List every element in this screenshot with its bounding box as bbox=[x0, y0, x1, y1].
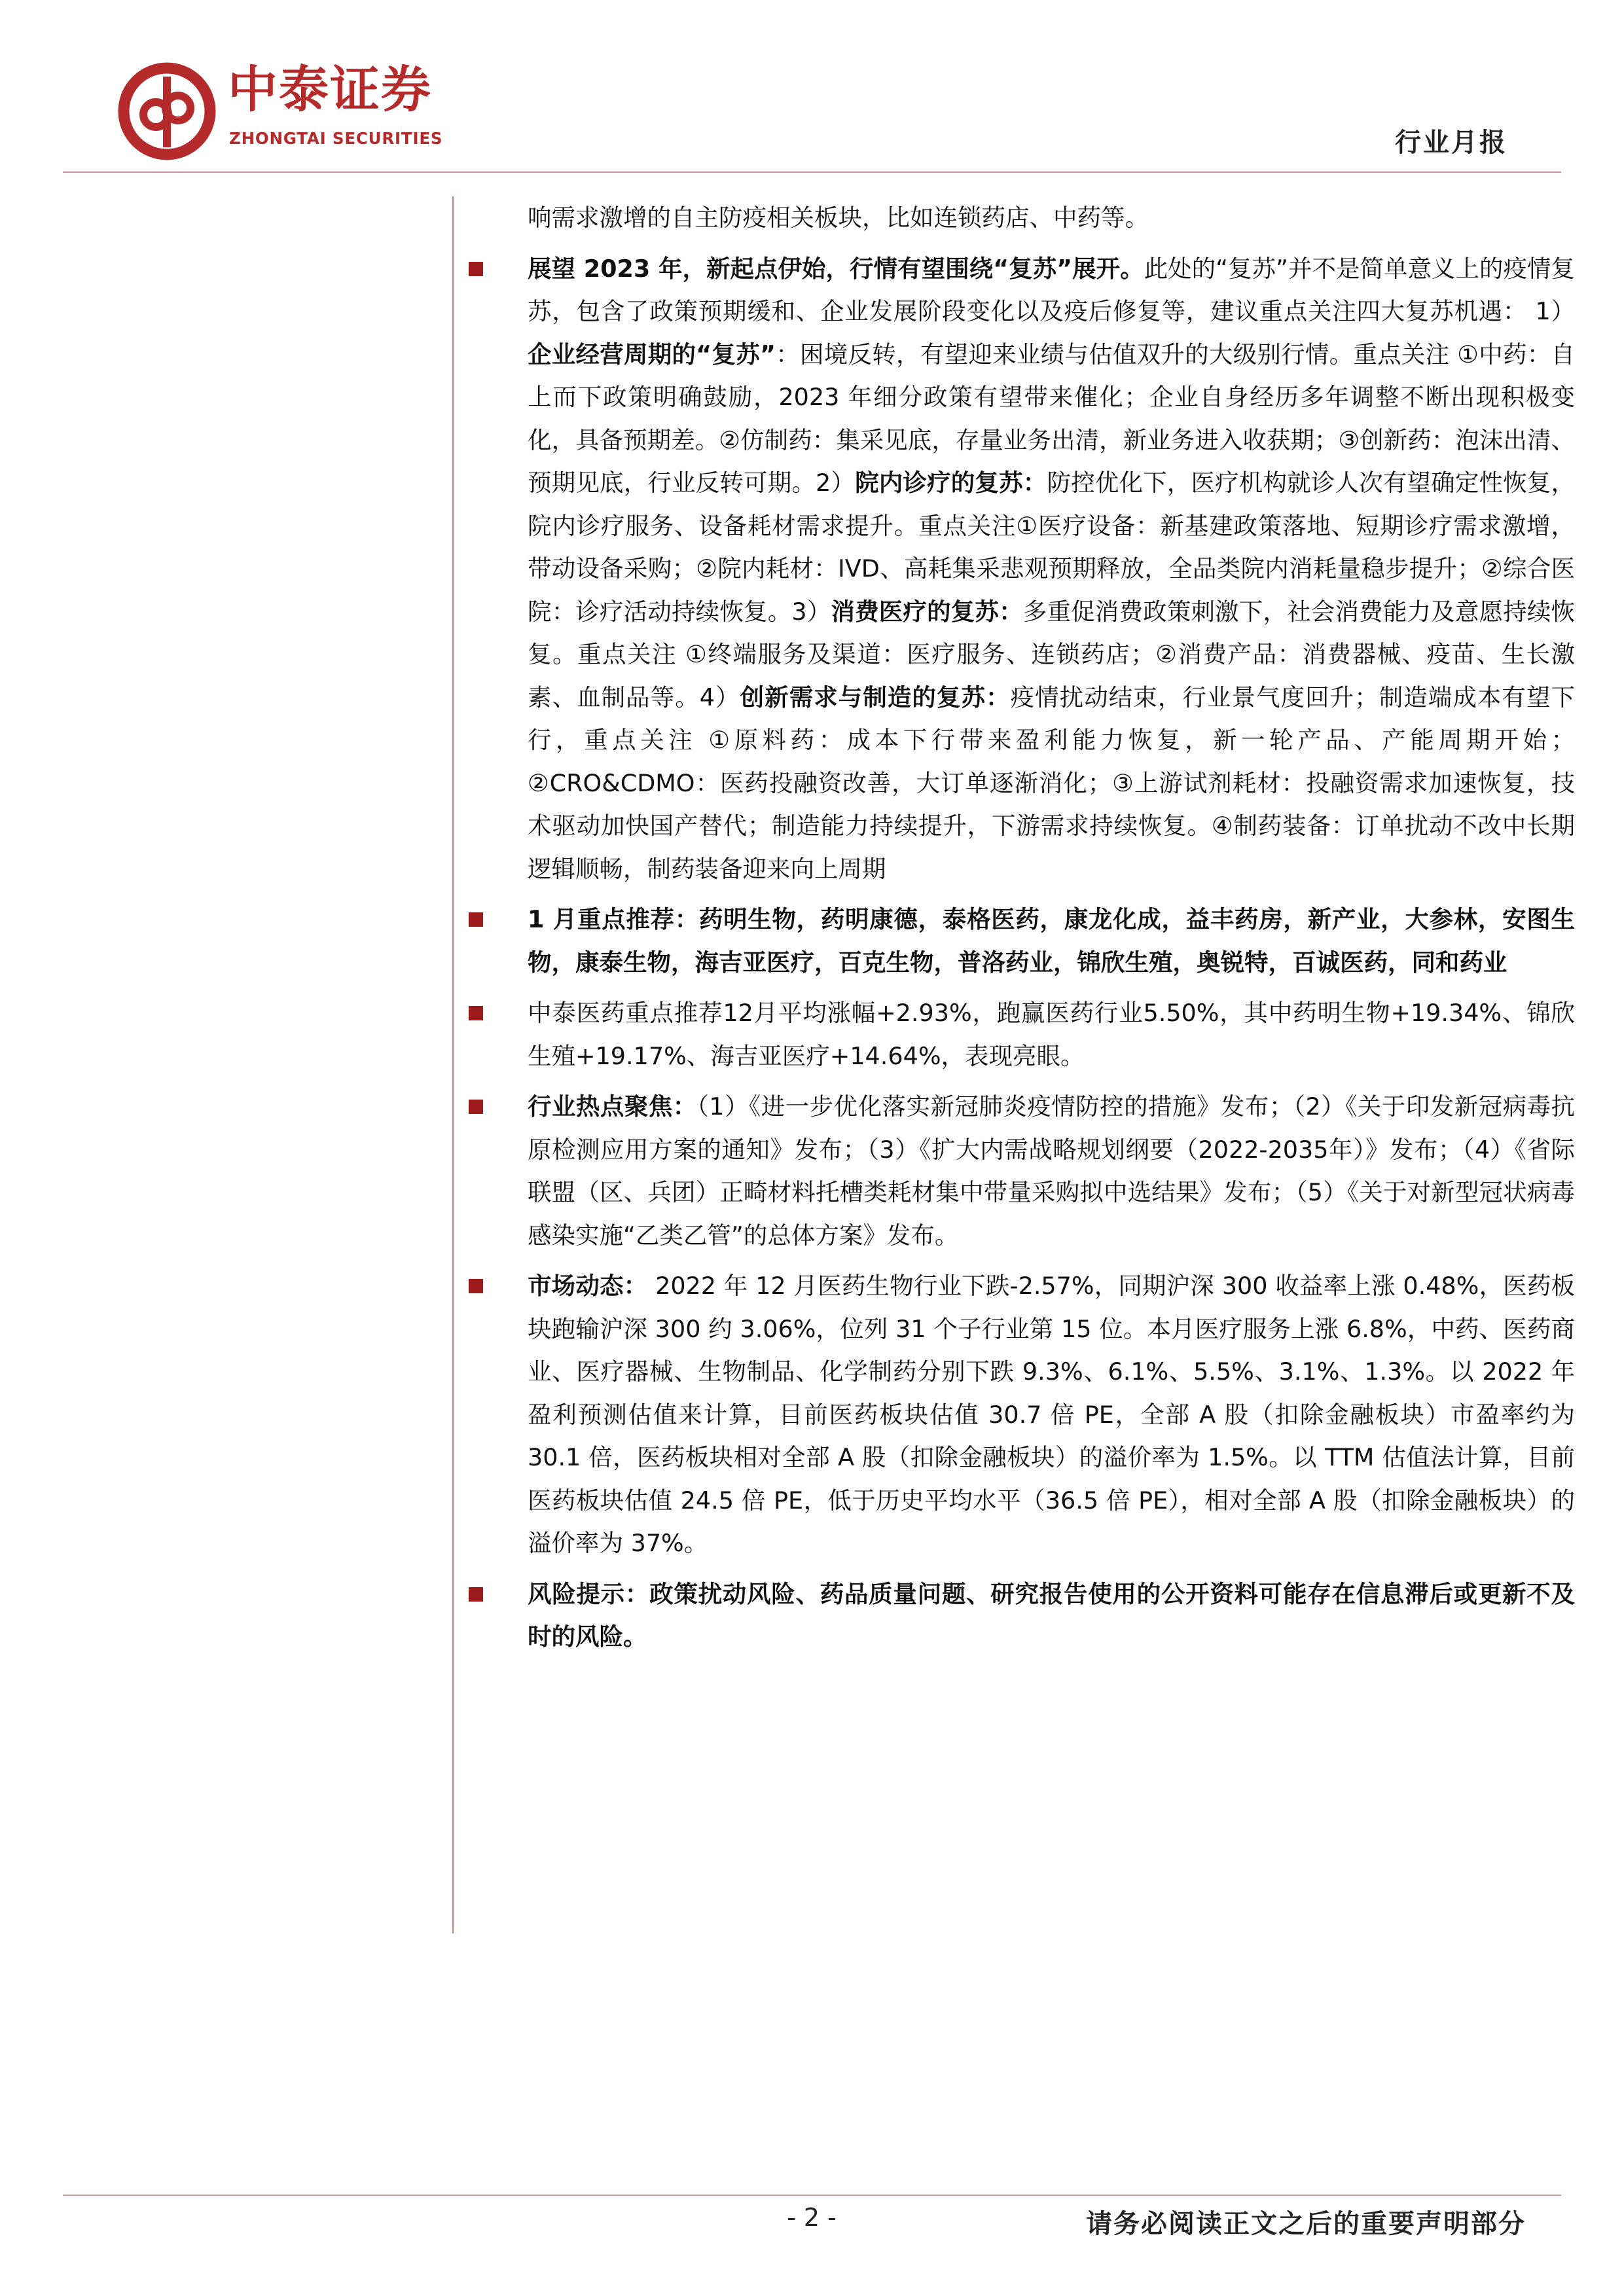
square-bullet-icon bbox=[469, 1006, 483, 1020]
outlook-text-2: ：困境反转，有望迎来业绩与估值双升的大级别行情。重点关注 ①中药：自上而下政策明确鼓励，2023 年细分政策有望带来催化；企业自身经历多年调整不断出现积极变化，具备预期差。②仿制药：集采见底，存量业务出清，新业务进入收获期；③创新药：泡沫出清、预期见底，行业反转可期。2） bbox=[528, 340, 1575, 497]
disclaimer-note: 请务必阅读正文之后的重要声明部分 bbox=[1086, 2209, 1526, 2239]
market-text: 2022 年 12 月医药生物行业下跌-2.57%，同期沪深 300 收益率上涨 0.48%，医药板块跑输沪深 300 约 3.06%，位列 31 个子行业第 15 位。本月医疗服务上涨 6.8%，中药、医药商业、医疗器械、生物制品、化学制药分别下跌 9.3%、6.1%、5.5%、3.1%、1.3%。以 2022 年盈利预测估值来计算，目前医药板块估值 30.7 倍 PE，全部 A 股（扣除金融板块）市盈率约为 30.1 倍，医药板块相对全部 A 股（扣除金融板块）的溢价率为 1.5%。以 TTM 估值法计算，目前医药板块估值 24.5 倍 PE，低于历史平均水平（36.5 倍 PE），相对全部 A 股（扣除金融板块）的溢价率为 37%。 bbox=[528, 1272, 1575, 1557]
recommendation-text: 1 月重点推荐：药明生物，药明康德，泰格医药，康龙化成，益丰药房，新产业，大参林，安图生物，康泰生物，海吉亚医疗，百克生物，普洛药业，锦欣生殖，奥锐特，百诚医药，同和药业 bbox=[528, 905, 1575, 977]
performance-paragraph bbox=[469, 992, 1575, 1077]
outlook-paragraph bbox=[469, 247, 1575, 891]
risk-text: 风险提示：政策扰动风险、药品质量问题、研究报告使用的公开资料可能存在信息滞后或更新不及时的风险。 bbox=[528, 1579, 1575, 1651]
zhongtai-logo-icon bbox=[118, 62, 216, 160]
square-bullet-icon bbox=[469, 1100, 483, 1114]
market-paragraph bbox=[469, 1265, 1575, 1565]
outlook-bold-4: 创新需求与制造的复苏： bbox=[740, 683, 1011, 711]
hotspots-paragraph bbox=[469, 1085, 1575, 1257]
outlook-text-4: 多重促消费政策刺激下，社会消费能力及意愿持续恢复。重点关注 ①终端服务及渠道：医疗服务、连锁药店；②消费产品：消费器械、疫苗、生长激素、血制品等。4） bbox=[528, 597, 1575, 711]
hotspots-text: （1）《进一步优化落实新冠肺炎疫情防控的措施》发布；（2）《关于印发新冠病毒抗原检测应用方案的通知》发布；（3）《扩大内需战略规划纲要（2022-2035年）》发布；（4）《省际联盟（区、兵团）正畸材料托槽类耗材集中带量采购拟中选结果》发布；（5）《关于对新型冠状病毒感染实施“乙类乙管”的总体方案》发布。 bbox=[528, 1092, 1575, 1249]
square-bullet-icon bbox=[469, 912, 483, 927]
summary-content bbox=[469, 196, 1575, 1666]
outlook-text-1: 此处的“复苏”并不是简单意义上的疫情复苏，包含了政策预期缓和、企业发展阶段变化以及疫后修复等，建议重点关注四大复苏机遇： 1） bbox=[528, 254, 1575, 325]
risk-paragraph bbox=[469, 1573, 1575, 1659]
outlook-bold-3: 消费医疗的复苏： bbox=[831, 597, 1023, 626]
footer-divider bbox=[63, 2195, 1561, 2196]
intro-continuation: 响需求激增的自主防疫相关板块，比如连锁药店、中药等。 bbox=[528, 204, 1149, 232]
recommendation-paragraph bbox=[469, 898, 1575, 984]
hotspots-label: 行业热点聚焦： bbox=[528, 1092, 697, 1121]
square-bullet-icon bbox=[469, 1279, 483, 1293]
square-bullet-icon bbox=[469, 262, 483, 276]
outlook-bold-2: 院内诊疗的复苏： bbox=[855, 469, 1047, 497]
company-logo bbox=[118, 62, 511, 167]
logo-english-name: ZHONGTAI SECURITIES bbox=[229, 129, 443, 148]
performance-text: 中泰医药重点推荐12月平均涨幅+2.93%，跑赢医药行业5.50%，其中药明生物+19.34%、锦欣生殖+19.17%、海吉亚医疗+14.64%，表现亮眼。 bbox=[528, 999, 1575, 1070]
page-number: - 2 - bbox=[787, 2203, 837, 2232]
logo-chinese-name: 中泰证券 bbox=[228, 60, 432, 118]
outlook-bold-1: 企业经营周期的“复苏” bbox=[528, 340, 776, 368]
header-divider bbox=[63, 171, 1561, 173]
sidebar-divider bbox=[452, 196, 454, 1933]
outlook-lead: 展望 2023 年，新起点伊始，行情有望围绕“复苏”展开。 bbox=[528, 254, 1144, 283]
market-label: 市场动态： bbox=[528, 1272, 648, 1300]
outlook-text-3: 防控优化下，医疗机构就诊人次有望确定性恢复，院内诊疗服务、设备耗材需求提升。重点关注①医疗设备：新基建政策落地、短期诊疗需求激增，带动设备采购；②院内耗材：IVD、高耗集采悲观预期释放，全品类院内消耗量稳步提升；②综合医院：诊疗活动持续恢复。3） bbox=[528, 469, 1576, 626]
outlook-text-5: 疫情扰动结束，行业景气度回升；制造端成本有望下行，重点关注 ①原料药：成本下行带来盈利能力恢复，新一轮产品、产能周期开始；②CRO&CDMO：医药投融资改善，大订单逐渐消化；③上游试剂耗材：投融资需求加速恢复，技术驱动加快国产替代；制造能力持续提升，下游需求持续恢复。④制药装备：订单扰动不改中长期逻辑顺畅，制药装备迎来向上周期 bbox=[528, 683, 1576, 883]
report-type-label: 行业月报 bbox=[1395, 128, 1507, 158]
square-bullet-icon bbox=[469, 1587, 483, 1602]
